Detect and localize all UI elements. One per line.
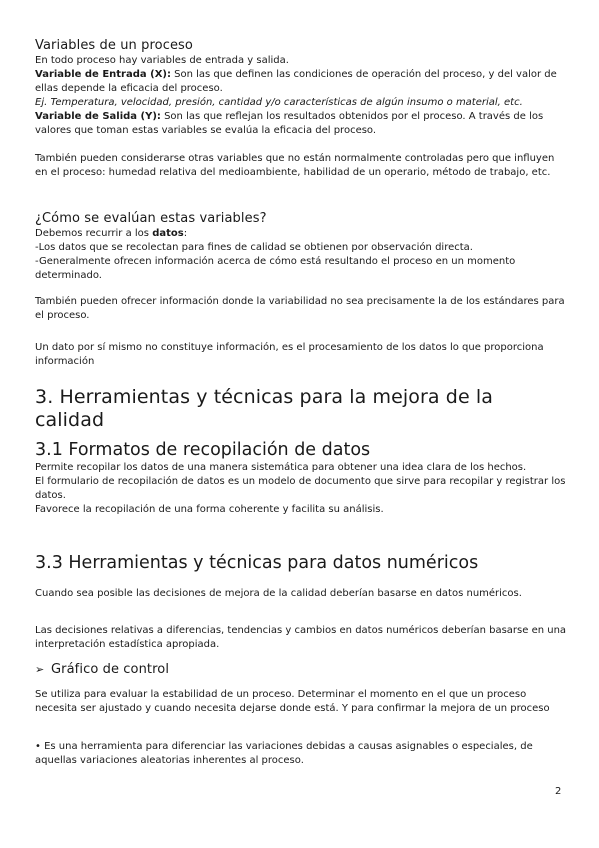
other-variables-block <box>35 152 567 180</box>
data-bullet-2: -Generalmente ofrecen información acerca de cómo está resultando el proceso en un momento determinado. <box>35 256 516 281</box>
entrada-paragraph <box>35 68 567 96</box>
numeric-decisions-paragraph: Cuando sea posible las decisiones de mejora de la calidad deberían basarse en datos numéricos. <box>35 588 522 599</box>
information-paragraph: Un dato por sí mismo no constituye información, es el procesamiento de los datos lo que proporciona información <box>35 342 544 367</box>
salida-text: Son las que reflejan los resultados obtenidos por el proceso. A través de los valores que toman estas variables se evalúa la eficacia del proceso. <box>35 111 544 136</box>
variability-block <box>35 295 567 323</box>
control-chart-bullet <box>35 662 567 678</box>
statistical-block <box>35 624 567 652</box>
example-paragraph: Ej. Temperatura, velocidad, presión, cantidad y/o características de algún insumo o material, etc. <box>35 97 523 108</box>
subsection-3-1-paragraph-2: El formulario de recopilación de datos es un modelo de documento que sirve para recopilar y registrar los datos. <box>35 476 566 501</box>
data-bullet-1: -Los datos que se recolectan para fines de calidad se obtienen por observación directa. <box>35 242 473 253</box>
heading-variables: Variables de un proceso <box>35 38 193 53</box>
entrada-text: Son las que definen las condiciones de operación del proceso, y del valor de ellas depende la eficacia del proceso. <box>35 69 557 94</box>
control-chart-title <box>35 662 567 678</box>
numeric-decisions-block <box>35 587 567 601</box>
control-chart-description-block <box>35 688 567 716</box>
must-pre: Debemos recurrir a los <box>35 228 153 239</box>
statistical-paragraph: Las decisiones relativas a diferencias, tendencias y cambios en datos numéricos deberían basarse en una interpretación estadística apropiada. <box>35 625 567 650</box>
entrada-label: Variable de Entrada (X): <box>35 69 171 80</box>
subsection-3-1-heading: 3.1 Formatos de recopilación de datos <box>35 440 371 460</box>
must-paragraph <box>35 227 567 241</box>
subsection-3-1 <box>35 439 567 517</box>
page-number: 2 <box>555 786 562 797</box>
subsection-3-1-paragraph-1: Permite recopilar los datos de una manera sistemática para obtener una idea clara de los hechos. <box>35 462 527 473</box>
variations-paragraph: • Es una herramienta para diferenciar las variaciones debidas a causas asignables o especiales, de aquellas variaciones aleatorias inherentes al proceso. <box>35 741 533 766</box>
salida-label: Variable de Salida (Y): <box>35 111 161 122</box>
heading-evaluation: ¿Cómo se evalúan estas variables? <box>35 211 267 226</box>
chapter-heading: 3. Herramientas y técnicas para la mejora de la calidad <box>35 386 494 431</box>
must-bold: datos <box>152 228 184 239</box>
salida-paragraph <box>35 110 567 138</box>
variability-paragraph: También pueden ofrecer información donde la variabilidad no sea precisamente la de los estándares para el proceso. <box>35 296 565 321</box>
subsection-3-1-paragraph-3: Favorece la recopilación de una forma coherente y facilita su análisis. <box>35 504 384 515</box>
chapter-heading-block <box>35 386 567 432</box>
variations-block <box>35 740 567 768</box>
must-post: : <box>183 228 188 239</box>
intro-paragraph: En todo proceso hay variables de entrada y salida. <box>35 55 289 66</box>
information-block <box>35 341 567 369</box>
subsection-3-3-heading: 3.3 Herramientas y técnicas para datos numéricos <box>35 553 479 573</box>
subsection-3-3 <box>35 552 567 574</box>
control-chart-title-text: Gráfico de control <box>51 662 170 677</box>
section-evaluation <box>35 211 567 283</box>
control-chart-description: Se utiliza para evaluar la estabilidad de un proceso. Determinar el momento en el que un proceso necesita ser ajustado y cuando necesita dejarse donde está. Y para confirmar la mejora de un proceso <box>35 689 550 714</box>
arrow-bullet-icon: ➢ <box>35 663 45 676</box>
other-variables-paragraph: También pueden considerarse otras variables que no están normalmente controladas pero que influyen en el proceso: humedad relativa del medioambiente, habilidad de un operario, método de trabajo, etc. <box>35 153 555 178</box>
section-variables <box>35 38 567 138</box>
